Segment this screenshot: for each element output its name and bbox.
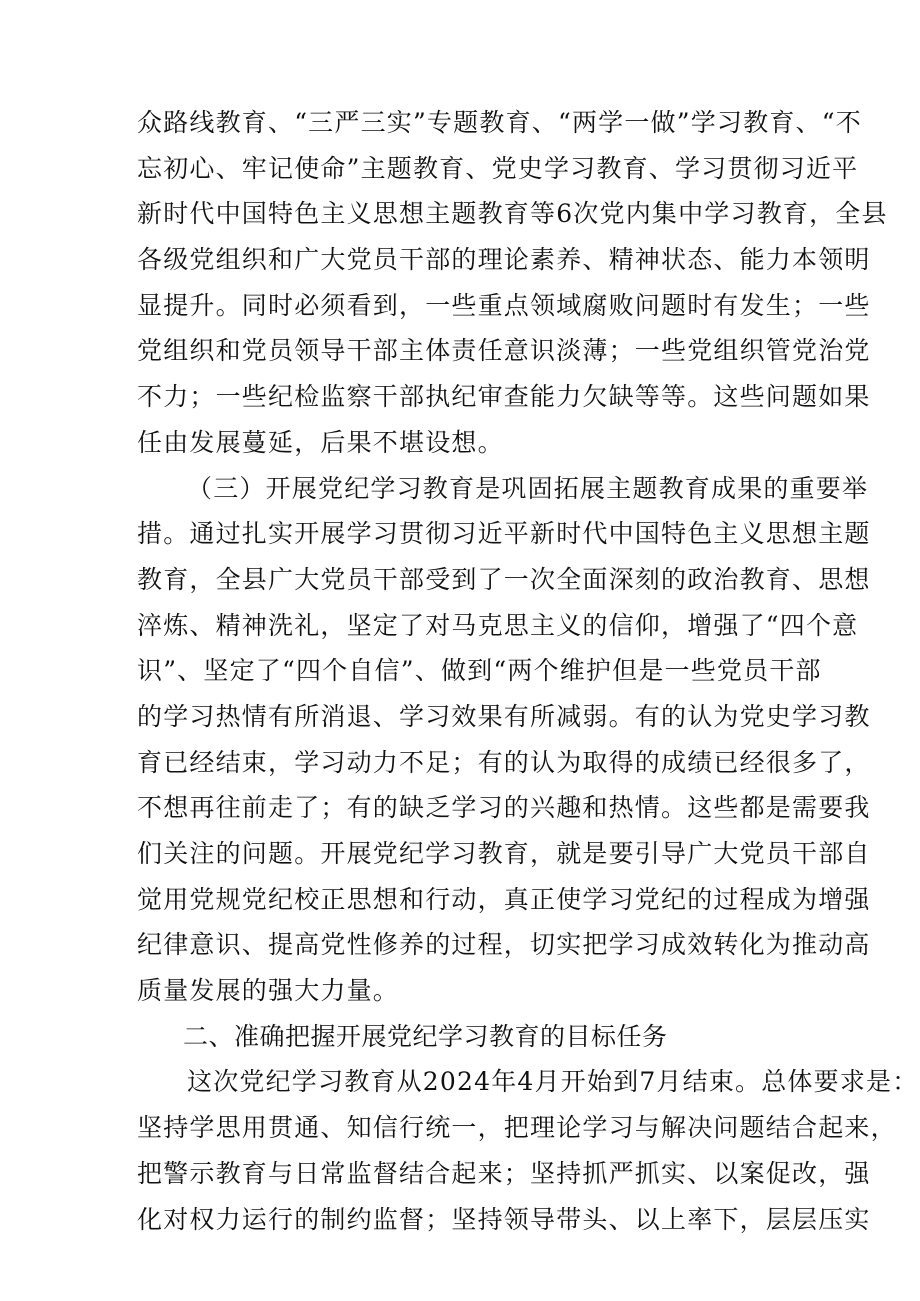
paragraph-3 (137, 1059, 919, 1242)
section-heading: 二、准确把握开展党纪学习教育的目标任务 (183, 1021, 668, 1051)
text-line: 不力；一些纪检监察干部执纪审查能力欠缺等等。这些问题如果 (137, 382, 871, 412)
text-line: 纪律意识、提高党性修养的过程，切实把学习成效转化为推动高 (137, 930, 871, 960)
text-line: 忘初心、牢记使命”主题教育、党史学习教育、学习贯彻习近平 (137, 153, 859, 183)
text-line: 教育，全县广大党员干部受到了一次全面深刻的政治教育、思想 (137, 564, 871, 594)
text-line: 众路线教育、“三严三实”专题教育、“两学一做”学习教育、“不 (137, 108, 862, 137)
text-line: （三）开展党纪学习教育是巩固拓展主题教育成果的重要举 (187, 473, 869, 503)
text-line: 任由发展蔓延，后果不堪设想。 (137, 427, 504, 457)
text-line: 化对权力运行的制约监督；坚持领导带头、以上率下，层层压实 (137, 1204, 871, 1234)
text-line: 识”、坚定了“四个自信”、做到“两个维护但是一些党员干部 (137, 656, 822, 686)
text-line: 淬炼、精神洗礼，坚定了对马克思主义的信仰，增强了“四个意 (137, 610, 859, 640)
text-line: 觉用党规党纪校正思想和行动，真正使学习党纪的过程成为增强 (137, 884, 871, 914)
document-body (137, 100, 919, 1242)
text-line: 新时代中国特色主义思想主题教育等6次党内集中学习教育，全县 (137, 199, 888, 229)
text-line: 把警示教育与日常监督结合起来；坚持抓严抓实、以案促改，强 (137, 1158, 871, 1188)
paragraph-1 (137, 100, 888, 466)
text-line: 们关注的问题。开展党纪学习教育，就是要引导广大党员干部自 (137, 839, 871, 868)
text-line: 质量发展的强大力量。 (137, 976, 400, 1006)
text-line: 这次党纪学习教育从2024年4月开始到7月结束。总体要求是： (187, 1067, 919, 1097)
text-line: 不想再往前走了；有的缺乏学习的兴趣和热情。这些都是需要我 (137, 793, 871, 823)
text-line: 显提升。同时必须看到，一些重点领域腐败问题时有发生；一些 (137, 290, 871, 320)
text-line: 措。通过扎实开展学习贯彻习近平新时代中国特色主义思想主题 (137, 519, 871, 549)
text-line: 育已经结束，学习动力不足；有的认为取得的成绩已经很多了， (137, 747, 871, 777)
paragraph-2 (137, 466, 871, 1014)
text-line: 的学习热情有所消退、学习效果有所减弱。有的认为党史学习教 (137, 701, 871, 731)
text-line: 党组织和党员领导干部主体责任意识淡薄；一些党组织管党治党 (137, 336, 871, 366)
text-line: 各级党组织和广大党员干部的理论素养、精神状态、能力本领明 (137, 245, 871, 275)
text-line: 坚持学思用贯通、知信行统一，把理论学习与解决问题结合起来， (137, 1113, 897, 1143)
